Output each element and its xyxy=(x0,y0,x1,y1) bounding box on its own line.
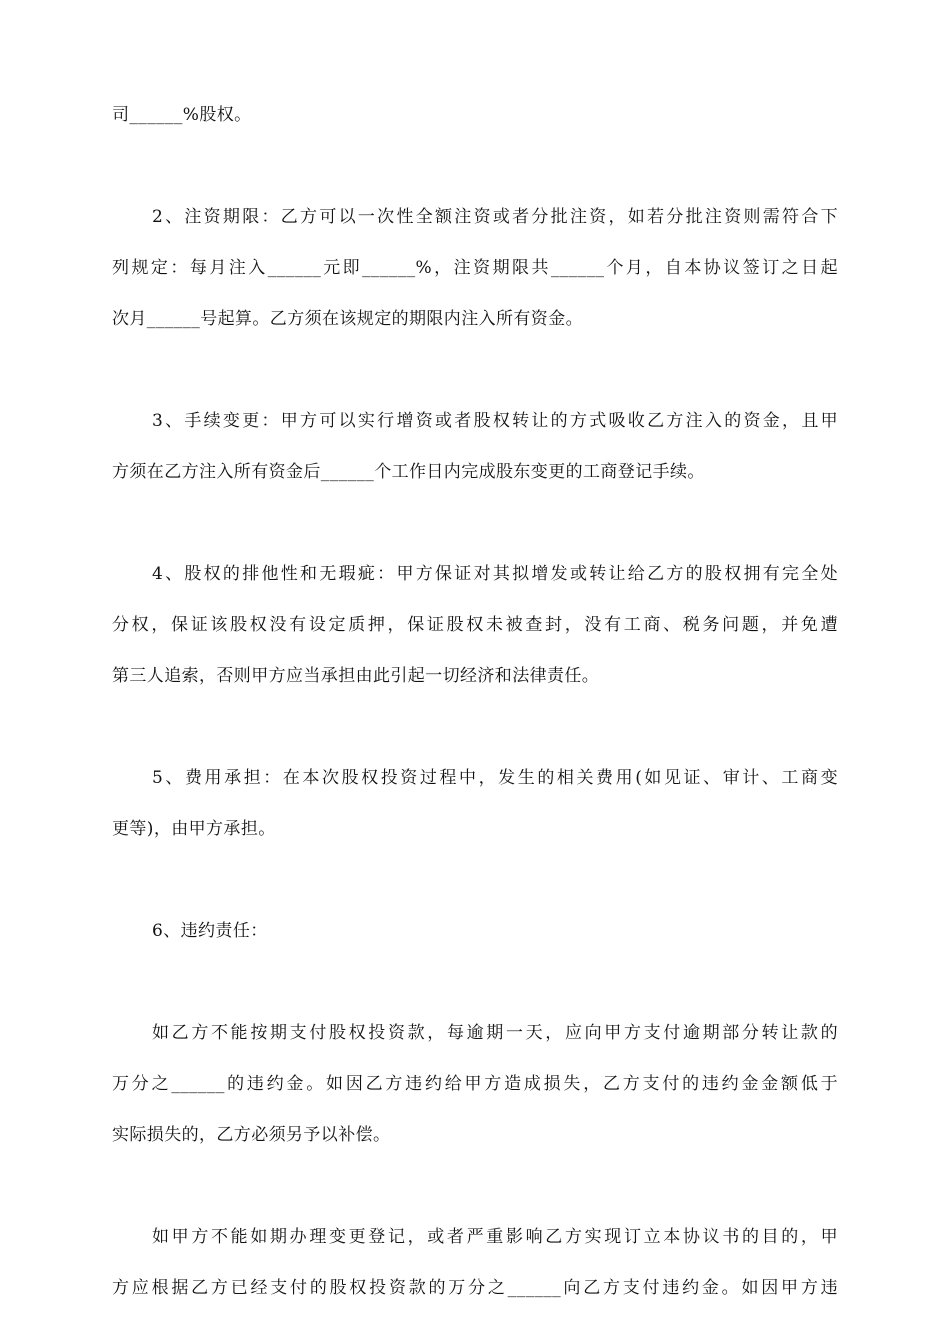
paragraph-5-line-2: 更等)，由甲方承担。 xyxy=(112,819,276,839)
paragraph-5-line-1: 5、费用承担：在本次股权投资过程中，发生的相关费用(如见证、审计、工商变 xyxy=(152,768,838,788)
paragraph-6-heading: 6、违约责任： xyxy=(152,921,268,941)
paragraph-1-line-1: 司______%股权。 xyxy=(112,105,252,125)
paragraph-8-line-2: 方应根据乙方已经支付的股权投资款的万分之______向乙方支付违约金。如因甲方违 xyxy=(112,1278,838,1298)
paragraph-4-line-3: 第三人追索，否则甲方应当承担由此引起一切经济和法律责任。 xyxy=(112,666,600,686)
paragraph-3-line-2: 方须在乙方注入所有资金后______个工作日内完成股东变更的工商登记手续。 xyxy=(112,462,705,482)
paragraph-4-line-1: 4、股权的排他性和无瑕疵：甲方保证对其拟增发或转让给乙方的股权拥有完全处 xyxy=(152,564,838,584)
paragraph-2-line-2: 列规定：每月注入______元即______%，注资期限共______个月，自本协议签订之日起 xyxy=(112,258,838,278)
paragraph-3-line-1: 3、手续变更：甲方可以实行增资或者股权转让的方式吸收乙方注入的资金，且甲 xyxy=(152,411,838,431)
paragraph-4-line-2: 分权，保证该股权没有设定质押，保证股权未被查封，没有工商、税务问题，并免遭 xyxy=(112,615,838,635)
paragraph-7-line-2: 万分之______的违约金。如因乙方违约给甲方造成损失，乙方支付的违约金金额低于 xyxy=(112,1074,838,1094)
paragraph-2-line-3: 次月______号起算。乙方须在该规定的期限内注入所有资金。 xyxy=(112,309,583,329)
paragraph-7-line-1: 如乙方不能按期支付股权投资款，每逾期一天，应向甲方支付逾期部分转让款的 xyxy=(152,1023,838,1043)
paragraph-7-line-3: 实际损失的，乙方必须另予以补偿。 xyxy=(112,1125,391,1145)
paragraph-8-line-1: 如甲方不能如期办理变更登记，或者严重影响乙方实现订立本协议书的目的，甲 xyxy=(152,1227,838,1247)
paragraph-2-line-1: 2、注资期限：乙方可以一次性全额注资或者分批注资，如若分批注资则需符合下 xyxy=(152,207,838,227)
